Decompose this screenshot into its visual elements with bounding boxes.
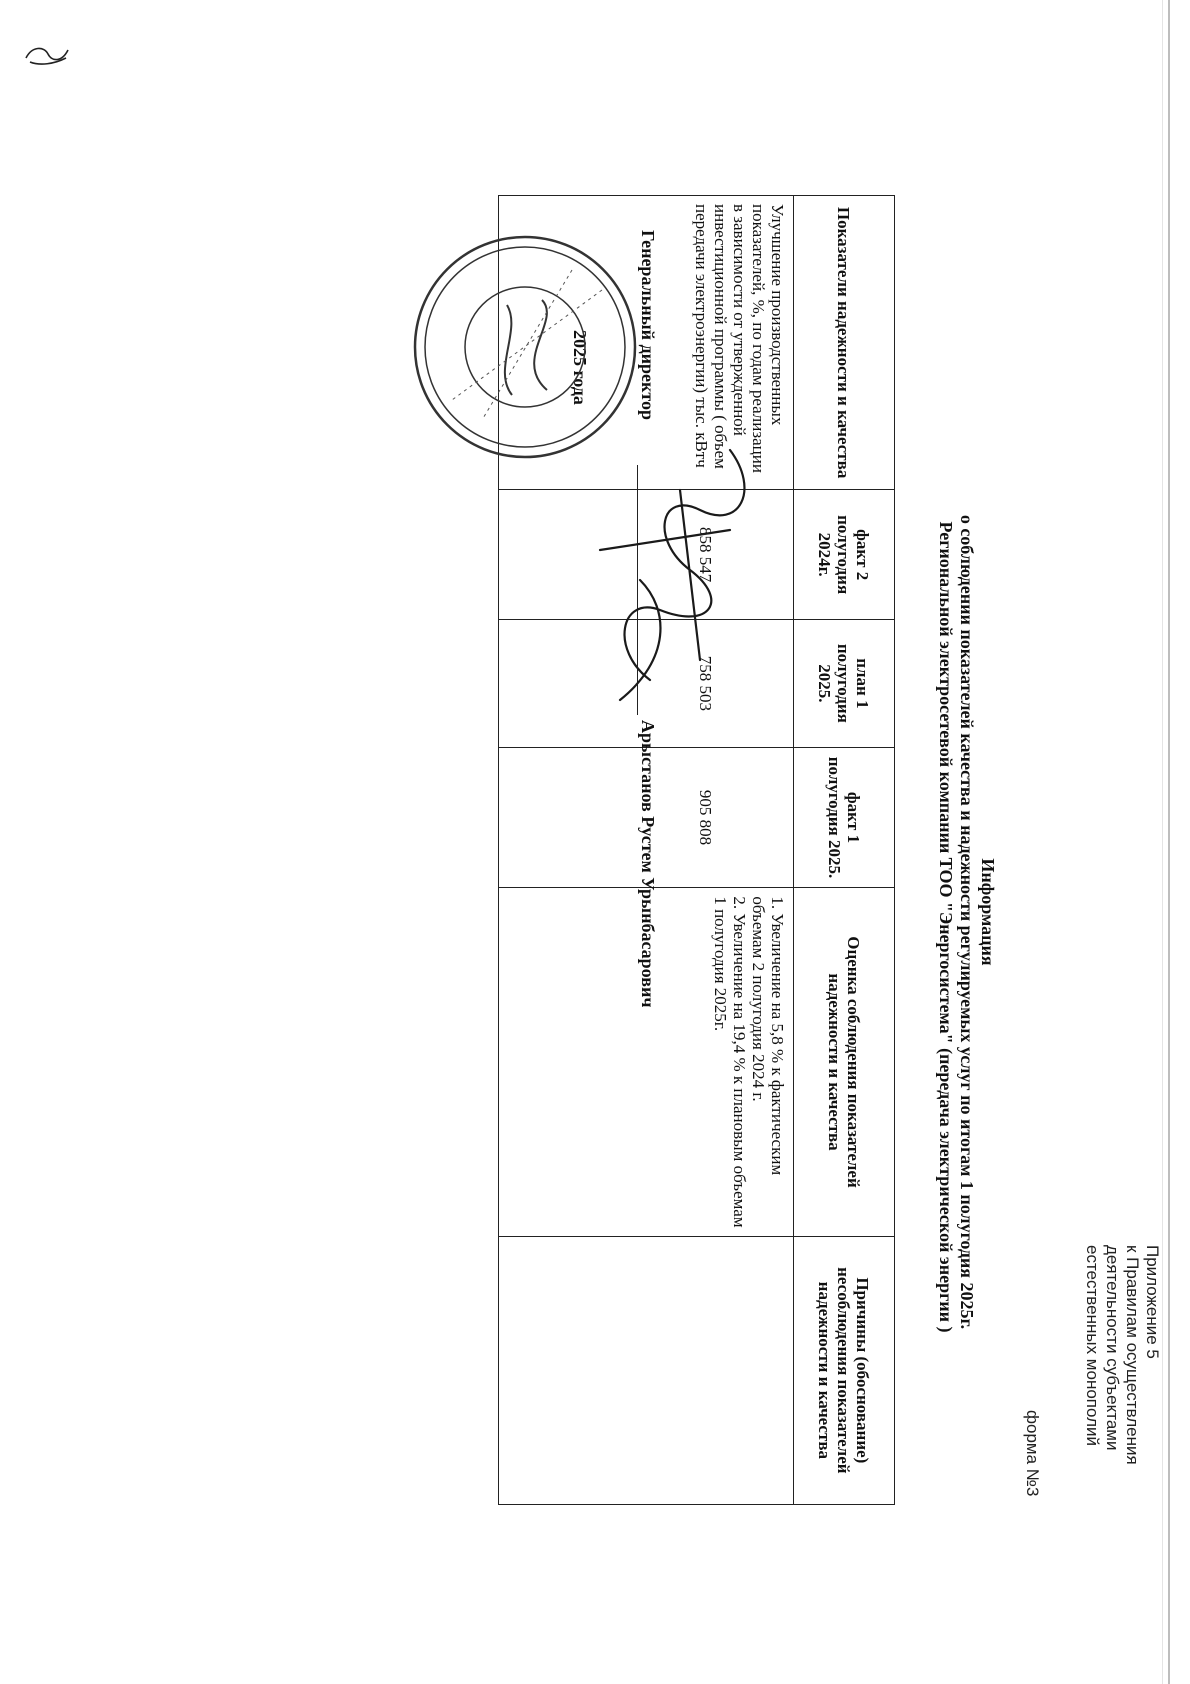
cell-evaluation: 1. Увеличение на 5,8 % к фактическим объемам 2 полугодия 2024 г. 2. Увеличение на 19,4 % к плановым объемам 1 полугодия 2025г. <box>499 888 794 1236</box>
handwritten-signature <box>570 430 770 730</box>
signer-role: Генеральный директор <box>638 230 658 420</box>
form-label: форма №3 <box>1023 1410 1042 1497</box>
table-header-row <box>794 196 895 1505</box>
title-line-3: Региональной электросетевой компании ТОО "Энергосистема" (передача электрической энергии ) <box>936 521 956 1333</box>
cell-fact-2h-2024: 858 547 <box>499 490 794 620</box>
header-evaluation: Оценка соблюдения показателей надежности и качества <box>794 888 895 1236</box>
appendix-line: Приложение 5 <box>1143 1245 1162 1359</box>
title-line-1: Информация <box>978 858 998 966</box>
company-seal-stamp <box>407 230 642 465</box>
header-plan-1h-2025: план 1 полугодия 2025. <box>794 620 895 748</box>
signer-name: Арыстанов Рустем Урынбасарович <box>638 720 658 1008</box>
appendix-line: естественных монополий <box>1083 1245 1102 1446</box>
header-indicator: Показатели надежности и качества <box>794 196 895 490</box>
cell-fact-1h-2025: 905 808 <box>499 747 794 888</box>
header-reasons: Причины (обоснование) несоблюдения показателей надежности и качества <box>794 1236 895 1504</box>
signature-date: 2025 года <box>570 330 590 405</box>
appendix-note <box>1082 1245 1162 1565</box>
cell-indicator: Улучшение производственных показателей, %, по годам реализации в зависимости от утвержденной инвестиционной программы ( объем передачи электроэнергии) тыс. кВтч <box>499 196 794 490</box>
header-fact-1h-2025: факт 1 полугодия 2025. <box>794 747 895 888</box>
cell-plan-1h-2025: 758 503 <box>499 620 794 748</box>
appendix-line: деятельности субъектами <box>1103 1245 1122 1451</box>
title-line-2: о соблюдении показателей качества и надежности регулируемых услуг по итогам 1 полугодия 2025г. <box>957 514 977 1330</box>
cell-reasons <box>499 1236 794 1504</box>
header-fact-2h-2024: факт 2 полугодия 2024г. <box>794 490 895 620</box>
document-title <box>935 0 998 1684</box>
appendix-line: к Правилам осуществления <box>1123 1245 1142 1465</box>
